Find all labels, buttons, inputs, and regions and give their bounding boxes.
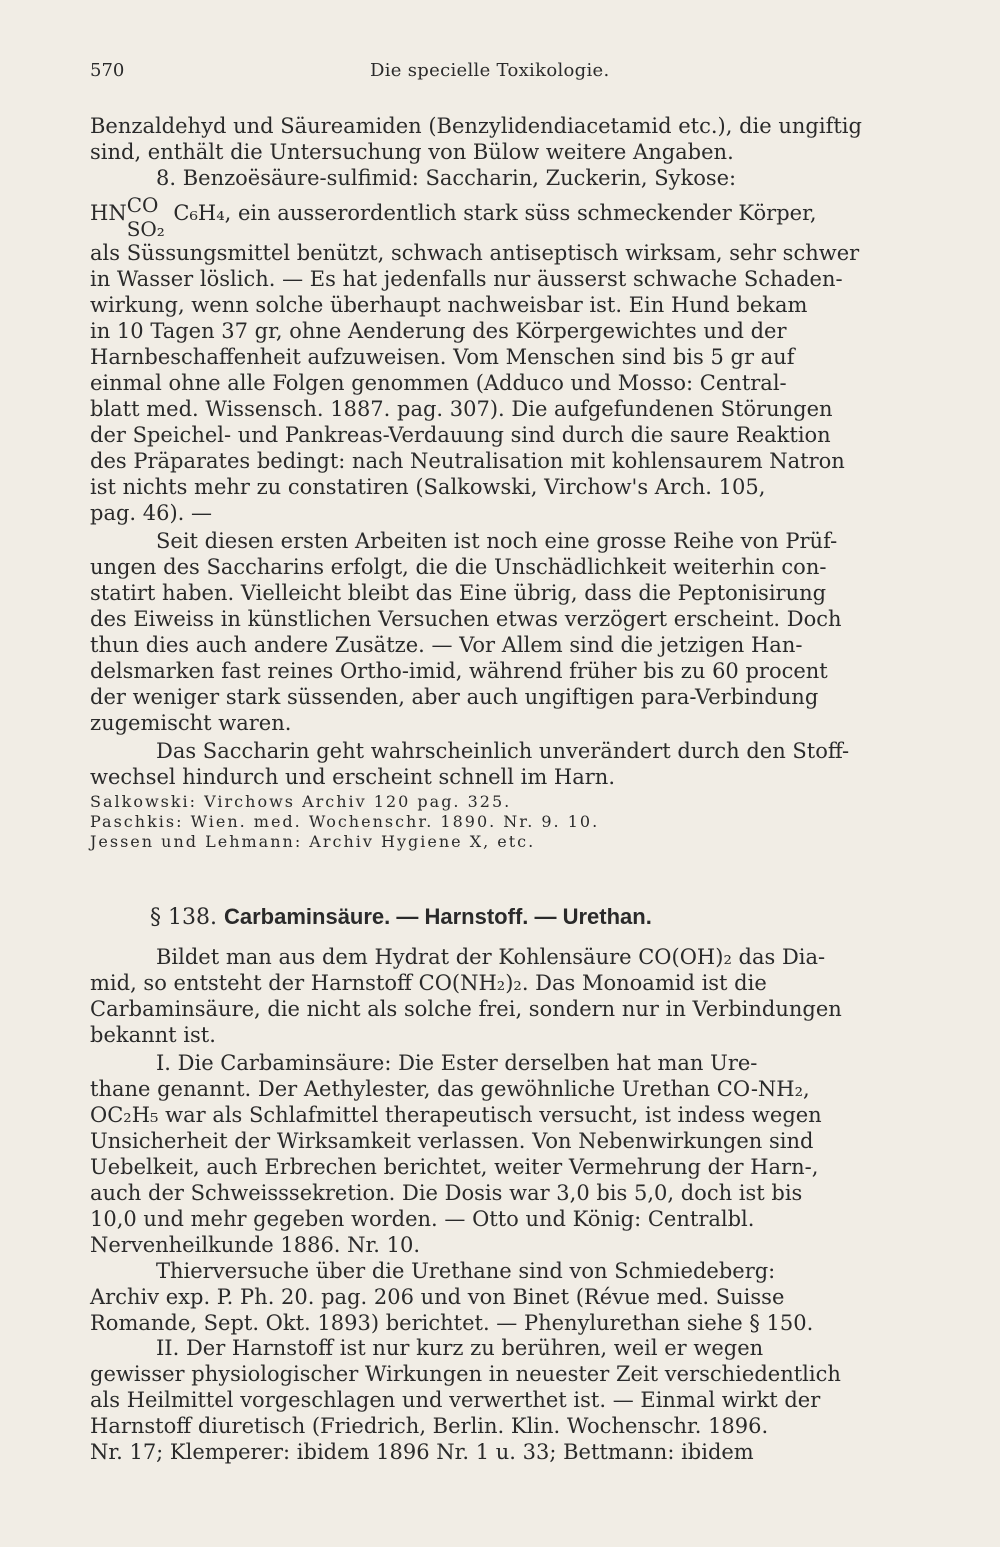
formula-so2: SO₂ <box>126 217 165 241</box>
paragraph-text: Thierversuche über die Urethane sind von Schmiedeberg: Archiv exp. P. Ph. 20. pag. 206 und von Binet (Révue med. Suisse Romande, Sept. Okt. 1893) berichtet. — Phenylurethan siehe § 150. <box>90 1259 814 1335</box>
paragraph-text: Seit diesen ersten Arbeiten ist noch eine grosse Reihe von Prüf- ungen des Saccharins erfolgt, die die Unschädlichkeit weiterhin con- statirt haben. Vielleicht bleibt das Eine übrig, dass die Peptonisirung des Eiweiss in künstlichen Versuchen etwas verzögert erscheint. Doch thun dies auch andere Zusätze. — Vor Allem sind die jetzigen Han- delsmarken fast reines Ortho-imid, während früher bis zu 60 procent der weniger stark süssenden, aber auch ungiftigen para-Verbindung zugemischt waren. <box>90 529 842 735</box>
formula-hn: HN <box>90 201 127 225</box>
paragraph-text: II. Der Harnstoff ist nur kurz zu berühren, weil er wegen gewisser physiologischer Wirkungen in neuester Zeit verschiedentlich als Heilmittel vorgeschlagen und verwerthet ist. — Einmal wirkt der Harnstoff diuretisch (Friedrich, Berlin. Klin. Wochenschr. 1896. Nr. 17; Klemperer: ibidem 1896 Nr. 1 u. 33; Bettmann: ibidem <box>90 1336 841 1464</box>
running-head: Die specielle Toxikologie. <box>370 60 610 81</box>
formula-co: CO <box>126 193 159 217</box>
page-header <box>90 60 890 90</box>
section-number: § 138. <box>150 905 217 930</box>
paragraph-pruefungen <box>90 528 890 736</box>
saccharin-formula <box>90 193 890 244</box>
paragraph-text: Das Saccharin geht wahrscheinlich unverändert durch den Stoff- wechsel hindurch und erscheint schnell im Harn. <box>90 739 850 789</box>
paragraph-text: Bildet man aus dem Hydrat der Kohlensäure CO(OH)₂ das Dia- mid, so entsteht der Harnstoff CO(NH₂)₂. Das Monoamid ist die Carbaminsäure, die nicht als solche frei, sondern nur in Verbindungen bekannt ist. <box>90 945 842 1047</box>
references <box>90 792 890 852</box>
page-number: 570 <box>90 60 125 81</box>
paragraph-text: 8. Benzoësäure-sulfimid: Saccharin, Zuckerin, Sykose: <box>156 166 737 190</box>
section-heading <box>150 903 890 932</box>
paragraph-text: I. Die Carbaminsäure: Die Ester derselben hat man Ure- thane genannt. Der Aethylester, das gewöhnliche Urethan CO-NH₂, OC₂H₅ war als Schlafmittel therapeutisch versucht, ist indess wegen Unsicherheit der Wirksamkeit verlassen. Von Nebenwirkungen sind Uebelkeit, auch Erbrechen berichtet, weiter Vermehrung der Harn-, auch der Schweisssekretion. Die Dosis war 3,0 bis 5,0, doch ist bis 10,0 und mehr gegeben worden. — Otto und König: Centralbl. Nervenheilkunde 1886. Nr. 10. <box>90 1051 822 1257</box>
reference-item: Paschkis: Wien. med. Wochenschr. 1890. Nr. 9. 10. <box>90 812 600 831</box>
paragraph-thierversuche <box>90 1258 890 1336</box>
paragraph-text: als Süssungsmittel benützt, schwach antiseptisch wirksam, sehr schwer in Wasser löslich. — Es hat jedenfalls nur äusserst schwache Schaden- wirkung, wenn solche überhaupt nachweisbar ist. Ein Hund bekam in 10 Tagen 37 gr, ohne Aenderung des Körpergewichtes und der Harnbeschaffenheit aufzuweisen. Vom Menschen sind bis 5 gr auf einmal ohne alle Folgen genommen (Adduco und Mosso: Central- blatt med. Wissensch. 1887. pag. 307). Die aufgefundenen Störungen der Speichel- und Pankreas-Verdauung sind durch die saure Reaktion des Präparates bedingt: nach Neutralisation mit kohlensaurem Natron ist nichts mehr zu constatiren (Salkowski, Virchow's Arch. 105, pag. 46). — <box>90 241 860 525</box>
reference-item: Jessen und Lehmann: Archiv Hygiene X, etc. <box>90 832 536 851</box>
paragraph-saccharin-properties <box>90 240 890 526</box>
formula-rest: C₆H₄, ein ausserordentlich stark süss schmeckender Körper, <box>173 201 817 225</box>
paragraph-text: Benzaldehyd und Säureamiden (Benzylidendiacetamid etc.), die ungiftig sind, enthält die Untersuchung von Bülow weitere Angaben. <box>90 114 862 164</box>
paragraph-saccharin-heading <box>90 165 890 191</box>
paragraph-benzaldehyd <box>90 113 890 165</box>
paragraph-diamid <box>90 944 890 1048</box>
paragraph-harnstoff <box>90 1335 890 1465</box>
paragraph-stoffwechsel <box>90 738 890 790</box>
section-title: Carbaminsäure. — Harnstoff. — Urethan. <box>223 904 652 929</box>
formula-stack <box>126 193 167 244</box>
reference-item: Salkowski: Virchows Archiv 120 pag. 325. <box>90 792 512 811</box>
paragraph-carbaminsaeure <box>90 1050 890 1258</box>
